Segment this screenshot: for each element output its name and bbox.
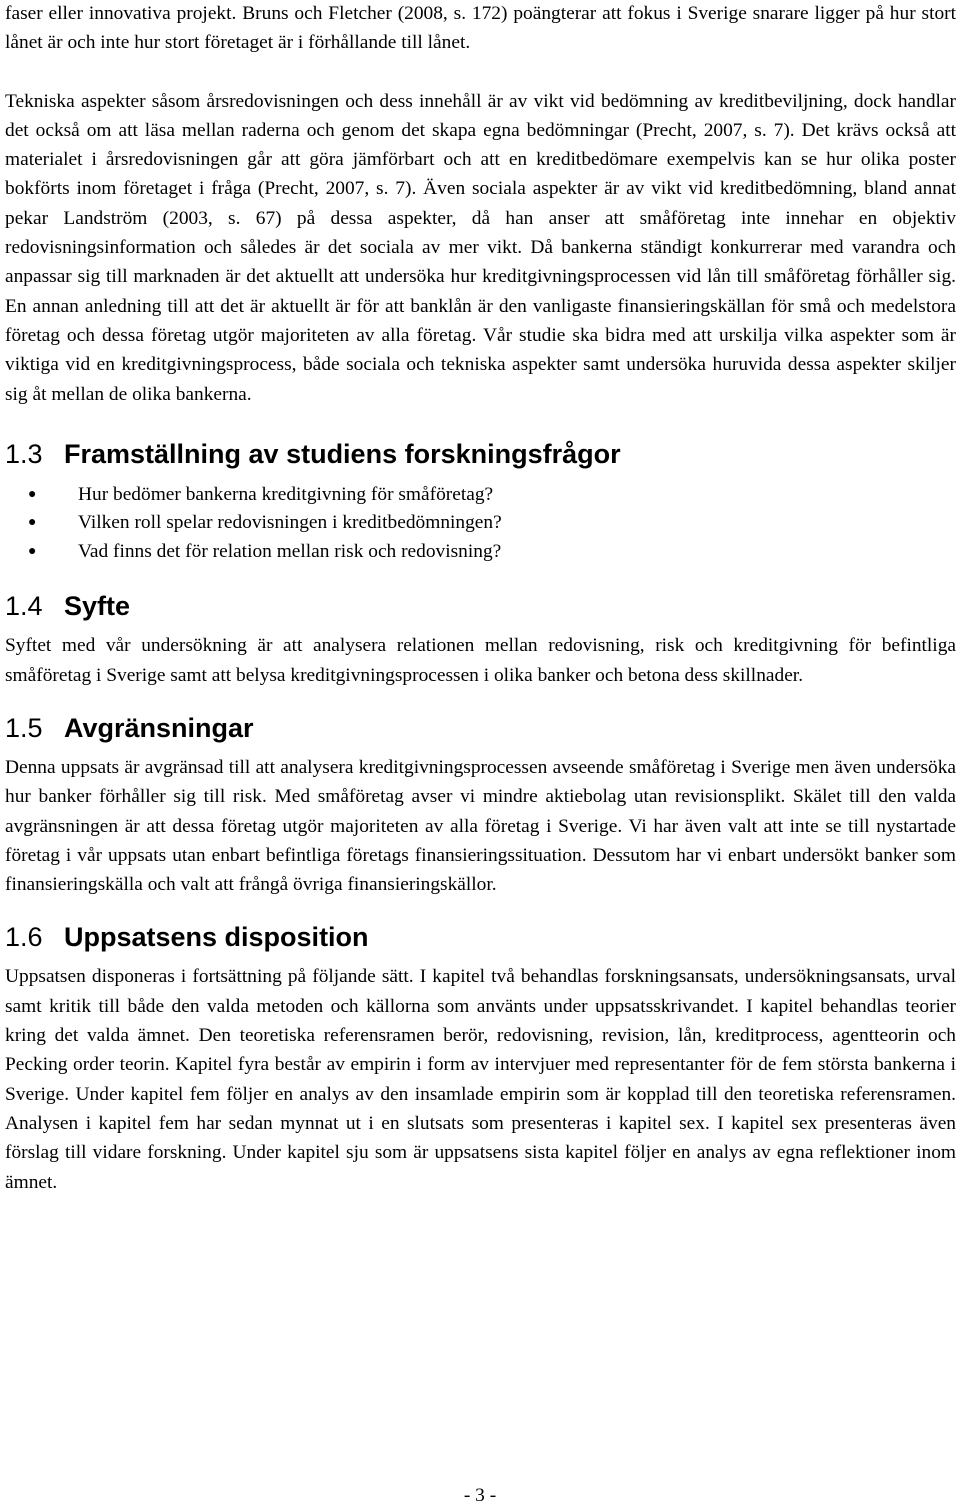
paragraph-lead: faser eller innovativa projekt. Bruns och Fletcher (2008, s. 172) poängterar att fokus i Sverige snarare ligger på hur stort lånet är och inte hur stort företaget är i förhållande till lånet. — [5, 3, 956, 54]
document-page — [5, 0, 956, 1197]
section-number: 1.6 — [5, 922, 43, 953]
section-heading-1-3 — [5, 437, 956, 471]
bullet-icon: ● — [28, 543, 37, 559]
question-text: Vilken roll spelar redovisningen i kreditbedömningen? — [78, 512, 502, 534]
section-title: Avgränsningar — [64, 712, 254, 743]
section-title: Syfte — [64, 591, 131, 622]
section-number: 1.4 — [5, 591, 43, 622]
page-number: - 3 - — [463, 1485, 497, 1506]
paragraph-avgransningar: Denna uppsats är avgränsad till att analysera kreditgivningsprocessen avseende småföretag i Sverige men även undersöka hur banker förhåller sig till risk. Med småföretag avser vi mindre aktiebolag utan revisionsplikt. Skälet till den valda avgränsningen är att dessa företag utgör majoriteten av alla företag i Sverige. Vi har även valt att inte se till nystartade företag i vår uppsats utan enbart befintliga företags finansieringssituation. Dessutom har vi enbart undersökt banker som finansieringskälla och valt att frångå övriga finansieringskällor. — [5, 756, 956, 896]
section-title: Uppsatsens disposition — [64, 922, 369, 953]
list-item — [5, 509, 956, 538]
section-heading-1-4 — [5, 589, 956, 623]
bullet-icon: ● — [28, 515, 37, 531]
section-heading-1-6 — [5, 920, 956, 954]
section-heading-1-5 — [5, 711, 956, 745]
question-text: Hur bedömer bankerna kreditgivning för småföretag? — [78, 483, 494, 505]
paragraph-disposition: Uppsatsen disponeras i fortsättning på följande sätt. I kapitel två behandlas forskningsansats, undersökningsansats, urval samt kritik till både den valda metoden och källorna som använts under uppsatsskrivandet. I kapitel behandlas teorier kring det valda ämnet. Den teoretiska referensramen berör, redovisning, revision, lån, kreditprocess, agentteorin och Pecking order teorin. Kapitel fyra består av empirin i form av intervjuer med representanter för de fem största bankerna i Sverige. Under kapitel fem följer en analys av den insamlade empirin som är kopplad till den teoretiska referensramen. Analysen i kapitel fem har sedan mynnat ut i en slutsats som presenteras i kapitel sex. I kapitel sex presenteras även förslag till vidare forskning. Under kapitel sju som är uppsatsens sista kapitel följer en analys av egna reflektioner inom ämnet. — [5, 966, 956, 1193]
section-number: 1.3 — [5, 438, 43, 469]
paragraph-main: Tekniska aspekter såsom årsredovisningen och dess innehåll är av vikt vid bedömning av kreditbeviljning, dock handlar det också om att läsa mellan raderna och genom det skapa egna bedömningar (Precht, 2007, s. 7). Det krävs också att materialet i årsredovisningen går att göra jämförbart och att en kreditbedömare exempelvis kan se hur olika poster bokförts inom företaget i fråga (Precht, 2007, s. 7). Även sociala aspekter är av vikt vid kreditbedömning, bland annat pekar Landström (2003, s. 67) på dessa aspekter, då han anser att småföretag inte innehar en objektiv redovisningsinformation och således är det sociala av mer vikt. Då bankerna ständigt konkurrerar med varandra och anpassar sig till marknaden är det aktuellt att undersöka hur kreditgivningsprocessen vid lån till småföretag förhåller sig. En annan anledning till att det är aktuellt är för att banklån är den vanligaste finansieringskällan för små och medelstora företag och dessa företag utgör majoriteten av alla företag. Vår studie ska bidra med att urskilja vilka aspekter som är viktiga vid en kreditgivningsprocess, både sociala och tekniska aspekter samt undersöka huruvida dessa aspekter skiljer sig åt mellan de olika bankerna. — [5, 90, 956, 405]
bullet-icon: ● — [28, 486, 37, 502]
paragraph-syfte: Syftet med vår undersökning är att analysera relationen mellan redovisning, risk och kreditgivning för befintliga småföretag i Sverige samt att belysa kreditgivningsprocessen i olika banker och betona dess skillnader. — [5, 635, 956, 686]
section-title: Framställning av studiens forskningsfrågor — [64, 438, 621, 469]
question-text: Vad finns det för relation mellan risk och redovisning? — [78, 540, 502, 562]
section-number: 1.5 — [5, 712, 43, 743]
list-item — [5, 538, 956, 567]
list-item — [5, 481, 956, 510]
research-questions-list — [5, 481, 956, 567]
